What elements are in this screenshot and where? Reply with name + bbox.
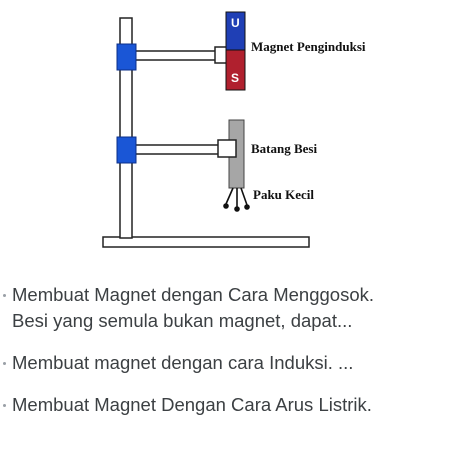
result-title: Membuat Magnet Dengan Cara Arus Listrik.: [12, 394, 372, 415]
stand-base: [103, 237, 309, 247]
lower-clamp: [117, 137, 136, 163]
bullet-icon: [3, 404, 6, 407]
bullet-icon: [3, 362, 6, 365]
result-item-rubbing[interactable]: [0, 282, 474, 334]
result-title: Membuat magnet dengan cara Induksi. ...: [12, 352, 354, 373]
result-title: Membuat Magnet dengan Cara Menggosok.: [12, 284, 374, 305]
iron-bar-label: Batang Besi: [251, 141, 318, 156]
nails-label: Paku Kecil: [253, 187, 315, 202]
north-pole-letter: U: [231, 16, 240, 30]
bullet-icon: [3, 294, 6, 297]
south-pole-letter: S: [231, 71, 240, 85]
result-item-electric-current[interactable]: [0, 392, 474, 418]
result-item-induction[interactable]: [0, 350, 474, 376]
upper-clamp: [117, 44, 136, 70]
lower-holder: [218, 140, 236, 157]
lower-arm: [130, 145, 222, 154]
magnet-label: Magnet Penginduksi: [251, 39, 366, 54]
result-snippet: Besi yang semula bukan magnet, dapat...: [12, 310, 353, 331]
upper-arm: [130, 51, 218, 60]
small-nails: [224, 188, 249, 211]
search-results: [0, 282, 474, 418]
